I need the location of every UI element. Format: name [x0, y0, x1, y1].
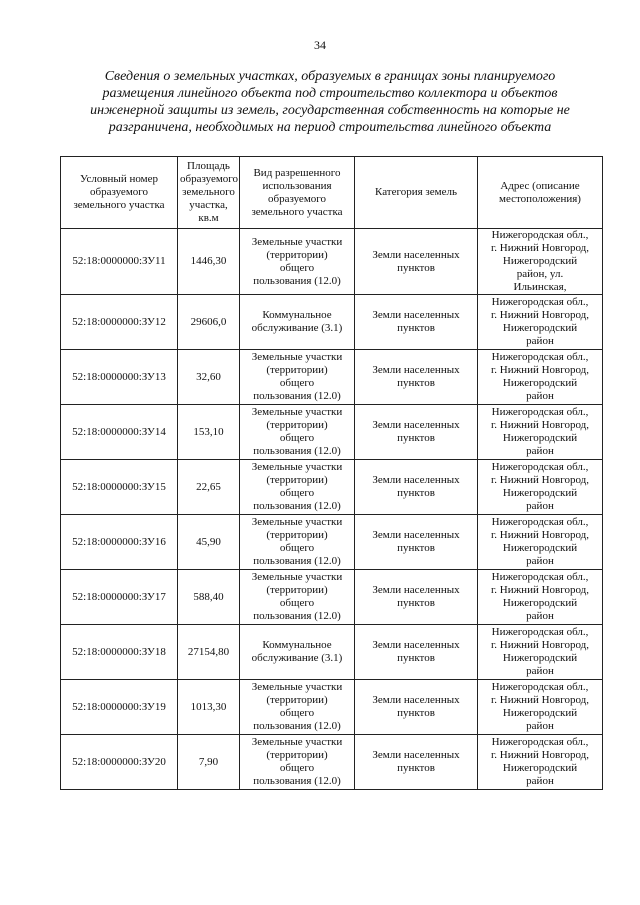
cell-line: образуемого	[180, 173, 239, 185]
cell-line: Земли населенных	[372, 639, 460, 651]
plot-number: 52:18:0000000:ЗУ20	[61, 735, 178, 790]
cell-line: Площадь	[187, 160, 230, 172]
cell-line: Ильинская,	[513, 281, 567, 293]
plot-area: 1013,30	[178, 680, 240, 735]
cell-line: (территории)	[266, 584, 328, 596]
plot-number: 52:18:0000000:ЗУ13	[61, 350, 178, 405]
cell-line: Коммунальное	[262, 639, 332, 651]
cell-line: г. Нижний Новгород,	[490, 694, 590, 706]
cell-line: использования	[262, 179, 332, 192]
cell-line: обслуживание (3.1)	[251, 322, 343, 334]
cell-line: г. Нижний Новгород,	[490, 639, 590, 651]
permitted-use	[240, 570, 355, 625]
permitted-use	[240, 735, 355, 790]
land-plots-table	[60, 156, 603, 790]
land-category	[355, 625, 478, 680]
cell-line: Земельные участки	[251, 351, 343, 363]
plot-area: 32,60	[178, 350, 240, 405]
cell-line: Нижегородская обл.,	[491, 296, 589, 308]
page-number: 34	[314, 38, 326, 52]
permitted-use	[240, 229, 355, 295]
cell-line: Нижегородская обл.,	[491, 571, 589, 583]
cell-line: Нижегородский	[502, 377, 578, 389]
cell-line: пользования (12.0)	[253, 390, 341, 402]
document-title	[60, 68, 600, 136]
plot-area: 27154,80	[178, 625, 240, 680]
cell-line: район	[526, 390, 554, 402]
cell-line: общего	[279, 377, 315, 389]
cell-line: район	[526, 775, 554, 787]
cell-line: г. Нижний Новгород,	[490, 242, 590, 254]
plot-area: 1446,30	[178, 229, 240, 295]
plot-address	[478, 405, 603, 460]
header-area	[178, 157, 240, 229]
cell-line: г. Нижний Новгород,	[490, 749, 590, 761]
cell-line: (территории)	[266, 529, 328, 541]
plot-address	[478, 735, 603, 790]
permitted-use	[240, 350, 355, 405]
cell-line: район, ул.	[516, 268, 564, 280]
header-address	[478, 157, 603, 229]
plot-area: 588,40	[178, 570, 240, 625]
cell-line: Земельные участки	[251, 736, 343, 748]
cell-line: общего	[279, 261, 315, 274]
cell-line: (территории)	[266, 364, 328, 376]
plot-number: 52:18:0000000:ЗУ17	[61, 570, 178, 625]
cell-line: пунктов	[397, 377, 435, 389]
cell-line: обслуживание (3.1)	[251, 652, 343, 664]
table-row	[61, 460, 603, 515]
table-row	[61, 350, 603, 405]
plot-number: 52:18:0000000:ЗУ15	[61, 460, 178, 515]
cell-line: образуемого	[89, 186, 149, 198]
cell-line: Нижегородская обл.,	[491, 406, 589, 418]
title-line: Сведения о земельных участках, образуемых в границах зоны планируемого	[104, 69, 556, 84]
cell-line: Земли населенных	[372, 529, 460, 541]
cell-line: г. Нижний Новгород,	[490, 364, 590, 376]
land-category	[355, 680, 478, 735]
permitted-use	[240, 680, 355, 735]
table-row	[61, 405, 603, 460]
plot-area: 7,90	[178, 735, 240, 790]
land-category	[355, 735, 478, 790]
cell-line: г. Нижний Новгород,	[490, 474, 590, 486]
cell-line: общего	[279, 597, 315, 609]
table-header-row	[61, 157, 603, 229]
plot-address	[478, 350, 603, 405]
cell-line: Условный номер	[80, 173, 158, 185]
table-row	[61, 295, 603, 350]
title-line: инженерной защиты из земель, государственная собственность на которые не	[90, 103, 570, 118]
land-category	[355, 570, 478, 625]
cell-line: Земли населенных	[372, 584, 460, 596]
cell-line: Коммунальное	[262, 309, 332, 321]
cell-line: район	[526, 335, 554, 347]
cell-line: Нижегородская обл.,	[491, 461, 589, 473]
permitted-use	[240, 295, 355, 350]
cell-line: район	[526, 665, 554, 677]
cell-line: Нижегородская обл.,	[491, 626, 589, 638]
cell-line: (территории)	[266, 749, 328, 761]
cell-line: (территории)	[266, 248, 328, 261]
cell-line: Нижегородский	[502, 762, 578, 774]
cell-line: район	[526, 555, 554, 567]
permitted-use	[240, 625, 355, 680]
cell-line: земельного	[182, 186, 235, 198]
title-line: размещения линейного объекта под строительство коллектора и объектов	[102, 86, 558, 101]
cell-line: район	[526, 610, 554, 622]
cell-line: Адрес (описание	[500, 179, 580, 192]
cell-line: пользования (12.0)	[253, 555, 341, 567]
permitted-use	[240, 515, 355, 570]
cell-line: пользования (12.0)	[253, 500, 341, 512]
cell-line: Нижегородский	[502, 707, 578, 719]
plot-address	[478, 625, 603, 680]
cell-line: г. Нижний Новгород,	[490, 419, 590, 431]
cell-line: Земли населенных	[372, 248, 460, 261]
cell-line: общего	[279, 487, 315, 499]
land-category	[355, 460, 478, 515]
plot-address	[478, 570, 603, 625]
cell-line: пунктов	[397, 652, 435, 664]
cell-line: пунктов	[397, 487, 435, 499]
table-row	[61, 570, 603, 625]
header-plot-number	[61, 157, 178, 229]
cell-line: Нижегородская обл.,	[491, 229, 589, 241]
land-category	[355, 295, 478, 350]
cell-line: (территории)	[266, 474, 328, 486]
cell-line: образуемого	[267, 192, 327, 205]
cell-line: пользования (12.0)	[253, 274, 341, 287]
plot-address	[478, 515, 603, 570]
cell-line: кв.м	[198, 212, 219, 224]
plot-number: 52:18:0000000:ЗУ19	[61, 680, 178, 735]
plot-area: 22,65	[178, 460, 240, 515]
plot-area: 29606,0	[178, 295, 240, 350]
permitted-use	[240, 405, 355, 460]
cell-line: общего	[279, 762, 315, 774]
cell-line: Нижегородский	[502, 597, 578, 609]
cell-line: пунктов	[397, 261, 435, 274]
plot-address	[478, 229, 603, 295]
cell-line: Нижегородский	[502, 652, 578, 664]
cell-line: общего	[279, 707, 315, 719]
table-row	[61, 680, 603, 735]
cell-line: район	[526, 445, 554, 457]
cell-line: общего	[279, 432, 315, 444]
cell-line: Категория земель	[375, 186, 457, 198]
cell-line: Земельные участки	[251, 461, 343, 473]
cell-line: (территории)	[266, 419, 328, 431]
cell-line: Нижегородский	[502, 542, 578, 554]
cell-line: участка,	[189, 199, 228, 211]
cell-line: земельного участка	[73, 199, 165, 211]
cell-line: г. Нижний Новгород,	[490, 584, 590, 596]
plot-number: 52:18:0000000:ЗУ12	[61, 295, 178, 350]
plot-number: 52:18:0000000:ЗУ18	[61, 625, 178, 680]
cell-line: Земельные участки	[251, 681, 343, 693]
cell-line: район	[526, 720, 554, 732]
cell-line: Нижегородский	[502, 432, 578, 444]
cell-line: Нижегородская обл.,	[491, 351, 589, 363]
land-category	[355, 515, 478, 570]
cell-line: пунктов	[397, 707, 435, 719]
cell-line: пользования (12.0)	[253, 775, 341, 787]
plot-address	[478, 680, 603, 735]
header-land-category	[355, 157, 478, 229]
plot-area: 45,90	[178, 515, 240, 570]
header-permitted-use	[240, 157, 355, 229]
cell-line: Нижегородский	[502, 322, 578, 334]
table-row	[61, 515, 603, 570]
cell-line: Земли населенных	[372, 474, 460, 486]
cell-line: Земли населенных	[372, 309, 460, 321]
cell-line: пользования (12.0)	[253, 720, 341, 732]
cell-line: район	[526, 500, 554, 512]
plot-address	[478, 295, 603, 350]
table-row	[61, 735, 603, 790]
cell-line: земельного участка	[251, 205, 343, 218]
table-row	[61, 625, 603, 680]
cell-line: Нижегородская обл.,	[491, 516, 589, 528]
cell-line: пунктов	[397, 542, 435, 554]
cell-line: г. Нижний Новгород,	[490, 529, 590, 541]
cell-line: (территории)	[266, 694, 328, 706]
cell-line: общего	[279, 542, 315, 554]
cell-line: Земли населенных	[372, 419, 460, 431]
cell-line: Земельные участки	[251, 406, 343, 418]
cell-line: местоположения)	[499, 192, 581, 205]
cell-line: Земли населенных	[372, 364, 460, 376]
table-row	[61, 229, 603, 295]
cell-line: Земельные участки	[251, 516, 343, 528]
permitted-use	[240, 460, 355, 515]
cell-line: пунктов	[397, 597, 435, 609]
cell-line: Нижегородская обл.,	[491, 681, 589, 693]
cell-line: Нижегородский	[502, 255, 578, 267]
cell-line: пользования (12.0)	[253, 610, 341, 622]
cell-line: Земельные участки	[251, 571, 343, 583]
cell-line: пунктов	[397, 762, 435, 774]
cell-line: Земельные участки	[251, 235, 343, 248]
cell-line: г. Нижний Новгород,	[490, 309, 590, 321]
cell-line: пунктов	[397, 432, 435, 444]
cell-line: Вид разрешенного	[253, 166, 341, 179]
plot-number: 52:18:0000000:ЗУ16	[61, 515, 178, 570]
plot-number: 52:18:0000000:ЗУ11	[61, 229, 178, 295]
cell-line: Нижегородская обл.,	[491, 736, 589, 748]
cell-line: пользования (12.0)	[253, 445, 341, 457]
cell-line: Нижегородский	[502, 487, 578, 499]
cell-line: Земли населенных	[372, 694, 460, 706]
plot-address	[478, 460, 603, 515]
land-category	[355, 350, 478, 405]
plot-number: 52:18:0000000:ЗУ14	[61, 405, 178, 460]
land-category	[355, 405, 478, 460]
cell-line: Земли населенных	[372, 749, 460, 761]
cell-line: пунктов	[397, 322, 435, 334]
plot-area: 153,10	[178, 405, 240, 460]
title-line: разграничена, необходимых на период строительства линейного объекта	[108, 120, 552, 135]
land-category	[355, 229, 478, 295]
